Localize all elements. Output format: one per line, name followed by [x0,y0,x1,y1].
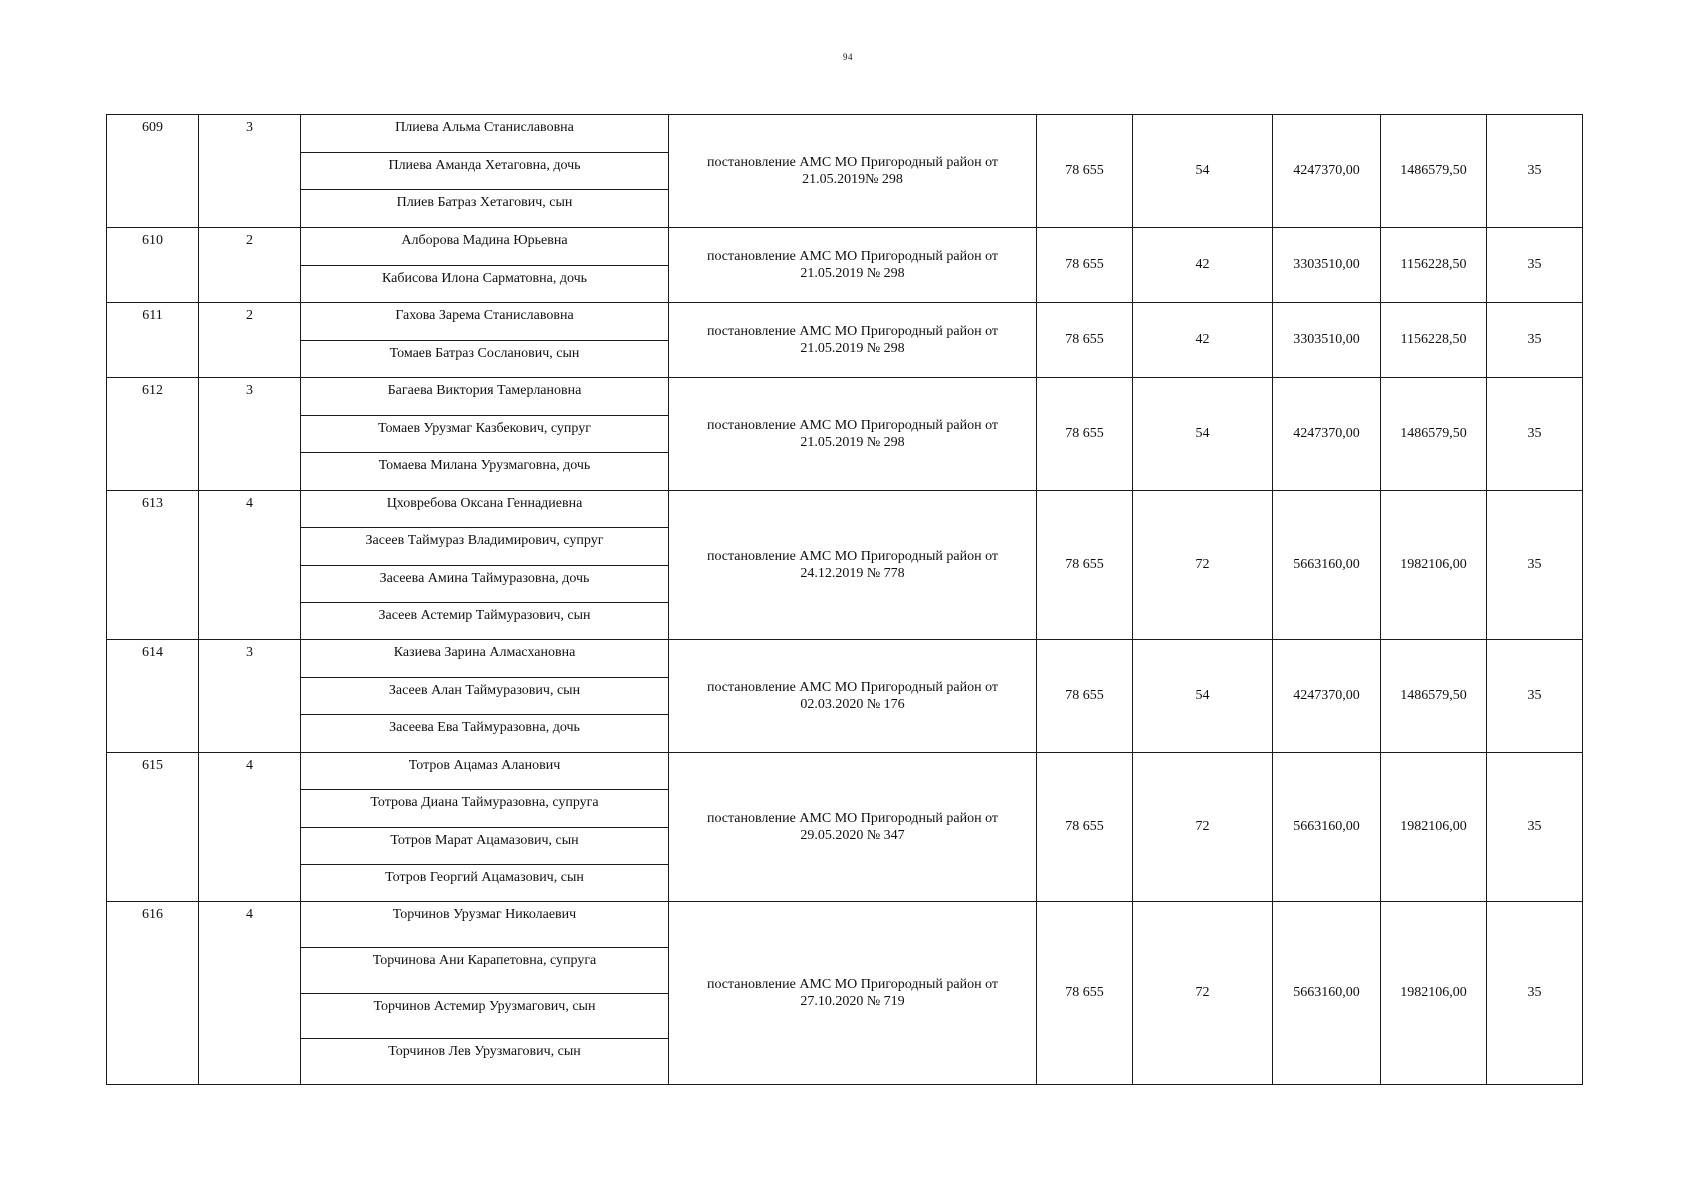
total-amount: 5663160,00 [1273,753,1381,902]
percent: 35 [1487,228,1583,303]
family-member: Тотрова Диана Таймуразовна, супруга [301,790,668,827]
total-amount: 4247370,00 [1273,115,1381,228]
decree-line-1: постановление АМС МО Пригородный район от [706,249,999,264]
area: 72 [1133,753,1273,902]
norm-cost: 78 655 [1037,303,1133,378]
percent: 35 [1487,753,1583,902]
table-row [107,491,1583,640]
percent: 35 [1487,303,1583,378]
percent: 35 [1487,378,1583,491]
family-members-cell [301,753,669,902]
decree-text [669,323,1036,357]
decree-line-2: 21.05.2019№ 298 [802,172,903,187]
decree-cell [669,378,1037,491]
subsidy-amount: 1486579,50 [1381,378,1487,491]
family-members-list [301,228,668,302]
family-member: Засеева Амина Таймуразовна, дочь [301,566,668,603]
percent: 35 [1487,115,1583,228]
family-members-cell [301,115,669,228]
table-body [107,115,1583,1085]
area: 72 [1133,491,1273,640]
family-size: 2 [199,228,301,303]
subsidy-amount: 1982106,00 [1381,753,1487,902]
decree-cell [669,491,1037,640]
family-size: 3 [199,378,301,491]
total-amount: 4247370,00 [1273,640,1381,753]
family-members-list [301,902,668,1084]
family-members-cell [301,303,669,378]
subsidy-amount: 1156228,50 [1381,228,1487,303]
family-members-list [301,640,668,752]
decree-line-1: постановление АМС МО Пригородный район от [706,549,999,564]
norm-cost: 78 655 [1037,378,1133,491]
norm-cost: 78 655 [1037,753,1133,902]
subsidy-amount: 1982106,00 [1381,902,1487,1085]
family-member: Плиева Аманда Хетаговна, дочь [301,153,668,191]
total-amount: 4247370,00 [1273,378,1381,491]
decree-text [669,679,1036,713]
decree-line-1: постановление АМС МО Пригородный район от [706,680,999,695]
family-member: Алборова Мадина Юрьевна [301,228,668,266]
decree-line-2: 21.05.2019 № 298 [800,266,905,281]
family-members-cell [301,902,669,1085]
decree-cell [669,753,1037,902]
decree-text [669,976,1036,1010]
total-amount: 3303510,00 [1273,303,1381,378]
decree-text [669,417,1036,451]
row-number: 616 [107,902,199,1085]
decree-line-1: постановление АМС МО Пригородный район от [706,418,999,433]
norm-cost: 78 655 [1037,640,1133,753]
family-size: 2 [199,303,301,378]
norm-cost: 78 655 [1037,491,1133,640]
family-member: Засеев Астемир Таймуразович, сын [378,607,591,623]
decree-cell [669,640,1037,753]
area: 42 [1133,303,1273,378]
row-number: 613 [107,491,199,640]
subsidy-amount: 1486579,50 [1381,640,1487,753]
table-row [107,228,1583,303]
total-amount: 5663160,00 [1273,902,1381,1085]
row-number: 615 [107,753,199,902]
area: 54 [1133,115,1273,228]
decree-cell [669,115,1037,228]
table-row [107,753,1583,902]
family-member: Торчинов Астемир Урузмагович, сын [301,994,668,1040]
family-members-list [301,753,668,901]
area: 42 [1133,228,1273,303]
family-members-list [301,491,668,639]
decree-line-2: 21.05.2019 № 298 [800,341,905,356]
decree-text [669,810,1036,844]
family-size: 4 [199,491,301,640]
families-table [106,114,1583,1085]
family-member: Торчинов Урузмаг Николаевич [301,902,668,948]
area: 72 [1133,902,1273,1085]
row-number: 614 [107,640,199,753]
family-member: Засеев Алан Таймуразович, сын [301,678,668,716]
area: 54 [1133,378,1273,491]
table-row [107,640,1583,753]
decree-line-1: постановление АМС МО Пригородный район от [706,324,999,339]
family-member: Плиева Альма Станиславовна [301,115,668,153]
norm-cost: 78 655 [1037,115,1133,228]
family-member: Томаев Урузмаг Казбекович, супруг [301,416,668,454]
row-number: 612 [107,378,199,491]
decree-line-2: 29.05.2020 № 347 [800,828,905,843]
decree-line-1: постановление АМС МО Пригородный район от [706,977,999,992]
family-member: Тотров Георгий Ацамазович, сын [385,869,584,885]
family-member: Кабисова Илона Сарматовна, дочь [381,270,588,286]
total-amount: 5663160,00 [1273,491,1381,640]
table-row [107,115,1583,228]
family-size: 4 [199,902,301,1085]
decree-line-1: постановление АМС МО Пригородный район от [706,155,999,170]
family-member: Томаев Батраз Сосланович, сын [389,345,580,361]
norm-cost: 78 655 [1037,902,1133,1085]
area: 54 [1133,640,1273,753]
norm-cost: 78 655 [1037,228,1133,303]
row-number: 609 [107,115,199,228]
family-member: Торчинов Лев Урузмагович, сын [388,1044,581,1060]
family-members-cell [301,378,669,491]
subsidy-amount: 1486579,50 [1381,115,1487,228]
family-member: Цховребова Оксана Геннадиевна [301,491,668,528]
family-size: 3 [199,640,301,753]
decree-text [669,248,1036,282]
family-member: Плиев Батраз Хетагович, сын [396,195,573,211]
family-members-cell [301,228,669,303]
page-number: 94 [843,52,853,62]
decree-line-2: 02.03.2020 № 176 [800,697,905,712]
decree-cell [669,303,1037,378]
family-member: Казиева Зарина Алмасхановна [301,640,668,678]
family-members-list [301,303,668,377]
family-member: Багаева Виктория Тамерлановна [301,378,668,416]
family-member: Томаева Милана Урузмаговна, дочь [378,458,591,474]
family-members-list [301,378,668,490]
family-members-cell [301,491,669,640]
row-number: 611 [107,303,199,378]
percent: 35 [1487,902,1583,1085]
percent: 35 [1487,640,1583,753]
decree-line-1: постановление АМС МО Пригородный район от [706,811,999,826]
family-member: Засеев Таймураз Владимирович, супруг [301,528,668,565]
subsidy-amount: 1156228,50 [1381,303,1487,378]
family-size: 4 [199,753,301,902]
family-member: Засеева Ева Таймуразовна, дочь [389,720,580,736]
family-member: Тотров Марат Ацамазович, сын [301,828,668,865]
family-member: Торчинова Ани Карапетовна, супруга [301,948,668,994]
decree-line-2: 21.05.2019 № 298 [800,435,905,450]
decree-line-2: 27.10.2020 № 719 [800,994,905,1009]
percent: 35 [1487,491,1583,640]
decree-text [669,154,1036,188]
subsidy-amount: 1982106,00 [1381,491,1487,640]
family-members-cell [301,640,669,753]
family-member: Гахова Зарема Станиславовна [301,303,668,341]
total-amount: 3303510,00 [1273,228,1381,303]
table-row [107,303,1583,378]
decree-cell [669,902,1037,1085]
row-number: 610 [107,228,199,303]
family-members-list [301,115,668,227]
table-row [107,378,1583,491]
family-member: Тотров Ацамаз Аланович [301,753,668,790]
decree-line-2: 24.12.2019 № 778 [800,566,905,581]
family-size: 3 [199,115,301,228]
decree-cell [669,228,1037,303]
decree-text [669,548,1036,582]
table-row [107,902,1583,1085]
